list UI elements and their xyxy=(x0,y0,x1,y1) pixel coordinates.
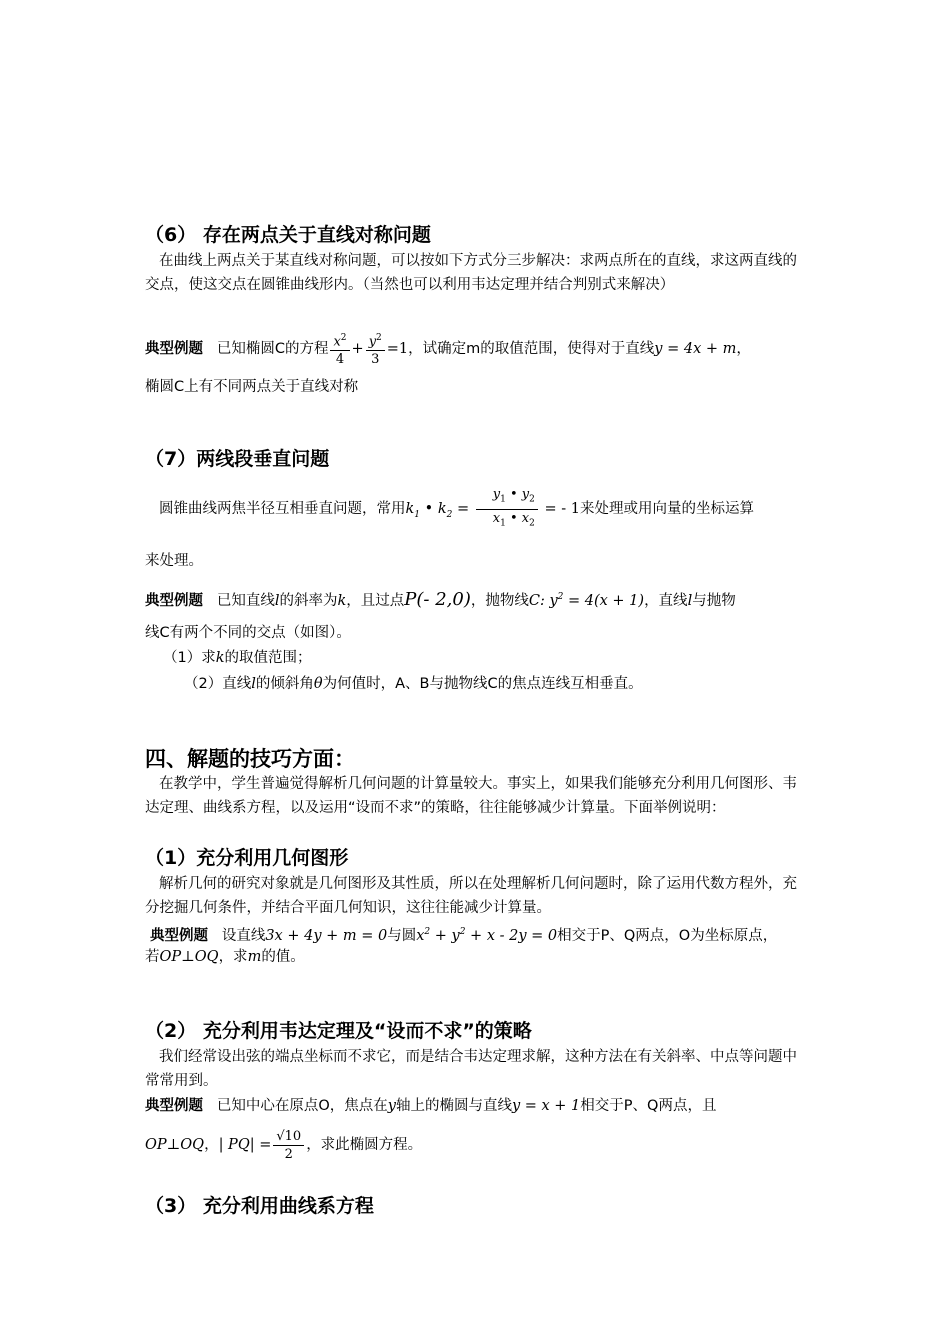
paragraph-section-7-end: 来处理。 xyxy=(145,553,203,569)
example-section-4-2: 典型例题 已知中心在原点O，焦点在y轴上的椭圆与直线y = x + 1相交于P、Q两点，且 xyxy=(145,1098,717,1114)
heading-section-4-1: （1）充分利用几何图形 xyxy=(145,847,349,869)
point-P: P(- 2,0) xyxy=(404,588,471,610)
line-equation: 3x + 4y + m = 0 xyxy=(265,927,388,944)
paragraph-section-4: 在教学中，学生普遍觉得解析几何问题的计算量较大。事实上，如果我们能够充分利用几何图形、韦达定理、曲线系方程，以及运用“设而不求”的策略，往往能够减少计算量。下面举例说明： xyxy=(145,776,797,816)
heading-section-4-3: （3） 充分利用曲线系方程 xyxy=(145,1195,374,1217)
example-label: 典型例题 xyxy=(145,341,203,357)
line-equation: y = 4x + m xyxy=(654,341,737,357)
circle-equation: $x^2 + y^2 + x - 2y = 0$ xyxy=(416,927,558,944)
question-2: （2）直线l的倾斜角θ为何值时，A、B与抛物线C的焦点连线互相垂直。 xyxy=(184,676,643,692)
example-section-4-1: 典型例题 设直线3x + 4y + m = 0与圆$x^2 + y^2 + x - 2y = 0$相交于P、Q两点，O为坐标原点， xyxy=(150,927,778,944)
parabola-equation: C: $y^2 = 4(x + 1)$ xyxy=(528,592,645,609)
line-equation: y = x + 1 xyxy=(511,1098,581,1114)
fraction-y2-over-3: $\frac{y^2}{3}$ xyxy=(366,330,385,368)
heading-section-4-2: （2） 充分利用韦达定理及“设而不求”的策略 xyxy=(145,1020,532,1042)
heading-section-7: （7）两线段垂直问题 xyxy=(145,448,330,470)
example-label: 典型例题 xyxy=(145,1098,203,1114)
paragraph-section-4-1: 解析几何的研究对象就是几何图形及其性质，所以在处理解析几何问题时，除了运用代数方程外，充分挖掘几何条件，并结合平面几何知识，这往往能减少计算量。 xyxy=(145,876,797,916)
paragraph-section-7: 圆锥曲线两焦半径互相垂直问题，常用$k_1$ • $k_2$ = $\frac{y_1 • y_2}{x_1 • x_2}$ = - 1来处理或用向量的坐标运算 xyxy=(145,486,810,538)
slope-product: $k_1$ • $k_2$ xyxy=(405,501,453,520)
fraction-sqrt10-over-2: $\frac{√10}{2}$ xyxy=(273,1128,304,1163)
example-section-4-1-cont: 若OP⊥OQ，求m的值。 xyxy=(145,949,305,965)
example-continuation: 椭圆C上有不同两点关于直线对称 xyxy=(145,379,359,395)
paragraph-section-4-2: 我们经常设出弦的端点坐标而不求它，而是结合韦达定理求解，这种方法在有关斜率、中点等问题中常常用到。 xyxy=(145,1049,797,1089)
question-1: （1）求k的取值范围； xyxy=(163,650,312,666)
paragraph-section-6: 在曲线上两点关于某直线对称问题，可以按如下方式分三步解决：求两点所在的直线，求这两直线的交点，使这交点在圆锥曲线形内。（当然也可以利用韦达定理并结合判别式来解决） xyxy=(145,253,797,293)
example-section-4-2-cont: OP⊥OQ，| PQ| = $\frac{√10}{2}$ ，求此椭圆方程。 xyxy=(145,1128,423,1162)
example-text: 已知椭圆C的方程 xyxy=(216,341,329,357)
example-label: 典型例题 xyxy=(145,592,203,609)
fraction-x2-over-4: $\frac{x^2}{4}$ xyxy=(330,330,349,368)
heading-section-4: 四、解题的技巧方面： xyxy=(145,747,355,771)
example-label: 典型例题 xyxy=(150,927,208,944)
example-section-7: 典型例题 已知直线l的斜率为k，且过点P(- 2,0)，抛物线C: $y^2 = 4(x + 1)$，直线l与抛物 xyxy=(145,588,736,610)
fraction-y1y2-over-x1x2: $\frac{y_1 • y_2}{x_1 • x_2}$ xyxy=(476,486,538,532)
example-section-7-cont: 线C有两个不同的交点（如图）。 xyxy=(145,625,351,641)
heading-section-6: （6） 存在两点关于直线对称问题 xyxy=(145,224,431,246)
example-section-6: 典型例题 已知椭圆C的方程 $\frac{x^2}{4}$ + $\frac{y^2}{3}$ =1，试确定m的取值范围，使得对于直线y = 4x + m， xyxy=(145,326,810,372)
